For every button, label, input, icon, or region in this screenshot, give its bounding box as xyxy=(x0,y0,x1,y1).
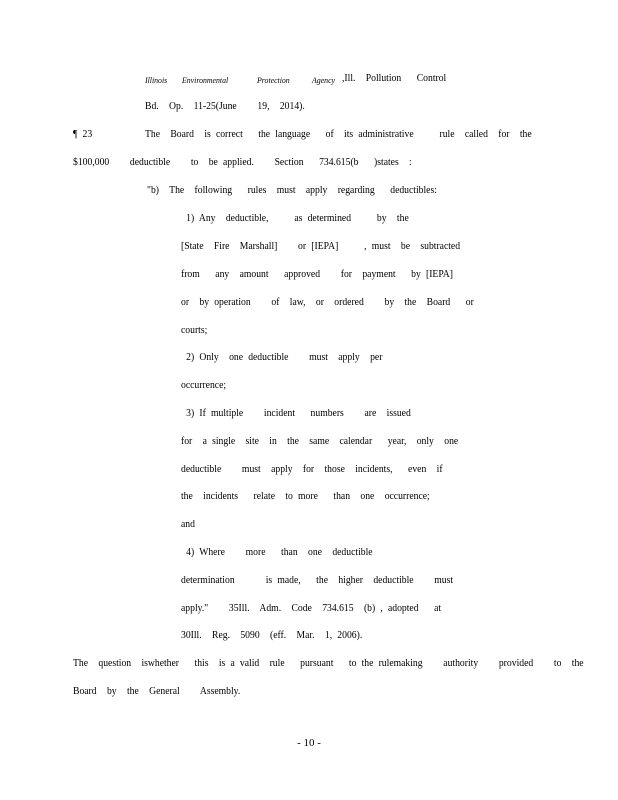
quote-line: or by operation of law, or ordered by the Board or xyxy=(181,297,474,308)
quote-line: and xyxy=(181,519,195,530)
quote-line: apply." 35Ill. Adm. Code 734.615 (b) , adopted at xyxy=(181,603,442,614)
citation-word-environmental: Environmental xyxy=(182,75,229,85)
citation-line1-rest: ,Ill. Pollution Control xyxy=(342,73,447,84)
citation-word-protection: Protection xyxy=(257,75,290,85)
quote-line: deductible must apply for those incidents, even if xyxy=(181,464,443,475)
quote-line: [State Fire Marshall] or [IEPA] , must be subtracted xyxy=(181,241,461,252)
quote-line: 4) Where more than one deductible xyxy=(181,547,373,558)
page-number: - 10 - xyxy=(297,737,321,749)
quote-line: for a single site in the same calendar year, only one xyxy=(181,436,459,447)
quote-line: "b) The following rules must apply regarding deductibles: xyxy=(147,185,437,196)
quote-line: 1) Any deductible, as determined by the xyxy=(181,213,409,224)
paragraph-line1: The Board is correct the language of its administrative rule called for the xyxy=(145,129,532,140)
quote-line: courts; xyxy=(181,325,208,336)
paragraph-line2: $100,000 deductible to be applied. Section 734.615(b )states : xyxy=(73,157,412,168)
citation-line2: Bd. Op. 11-25(June 19, 2014). xyxy=(145,101,305,112)
quote-line: 2) Only one deductible must apply per xyxy=(181,352,383,363)
quote-line: occurrence; xyxy=(181,380,227,391)
closing-line1: The question iswhether this is a valid rule pursuant to the rulemaking authority provided to the xyxy=(73,658,584,669)
paragraph-number: ¶ 23 xyxy=(73,129,93,140)
quote-line: 3) If multiple incident numbers are issued xyxy=(181,408,411,419)
citation-word-illinois: Illinois xyxy=(145,75,168,85)
closing-line2: Board by the General Assembly. xyxy=(73,686,241,697)
citation-word-agency: Agency xyxy=(312,75,336,85)
quote-line: the incidents relate to more than one occurrence; xyxy=(181,491,430,502)
quote-line: determination is made, the higher deductible must xyxy=(181,575,454,586)
quote-line: from any amount approved for payment by [IEPA] xyxy=(181,269,454,280)
quote-line: 30Ill. Reg. 5090 (eff. Mar. 1, 2006). xyxy=(181,630,363,641)
